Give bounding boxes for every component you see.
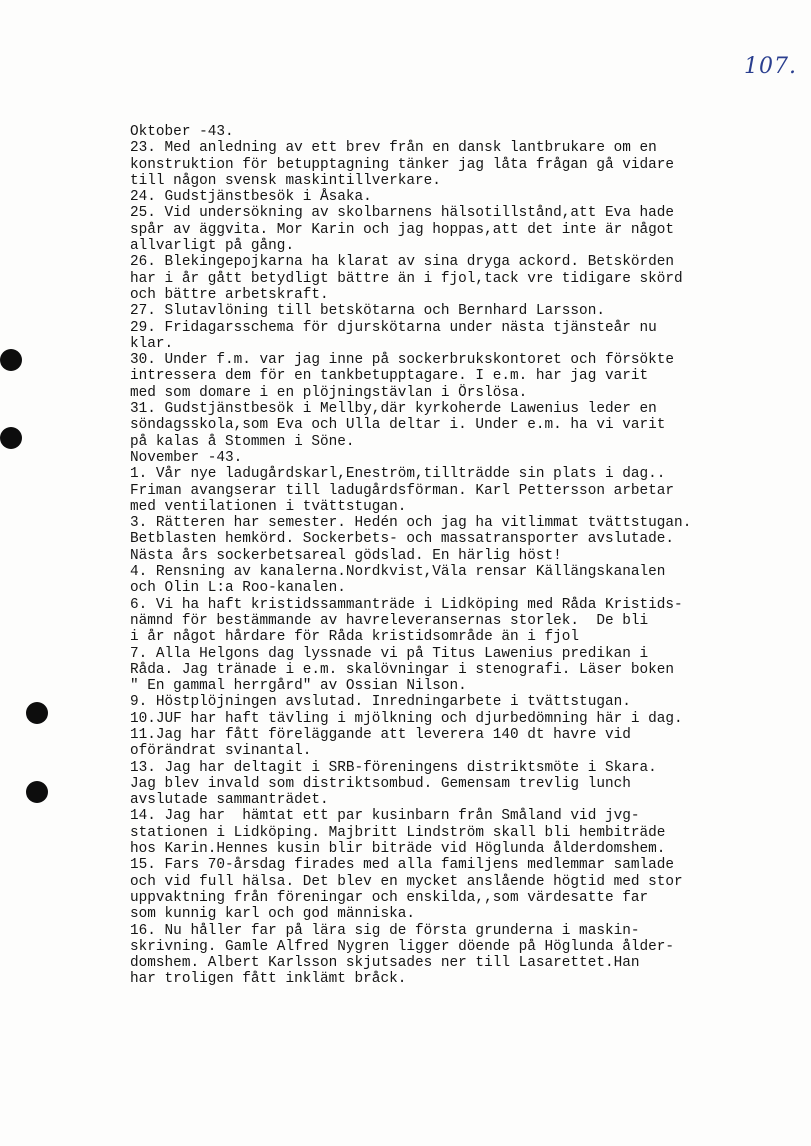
text-line: i år något hårdare för Råda kristidsområde än i fjol [130, 629, 580, 646]
punch-hole-2 [0, 427, 22, 449]
text-line: 24. Gudstjänstbesök i Åsaka. [130, 189, 372, 206]
text-line: 25. Vid undersökning av skolbarnens hälsotillstånd,att Eva hade [130, 205, 675, 222]
text-line: Oktober -43. [130, 124, 234, 140]
text-line: oförändrat svinantal. [130, 743, 312, 760]
punch-hole-3 [26, 702, 48, 724]
text-line: 6. Vi ha haft kristidssammanträde i Lidköping med Råda Kristids- [130, 596, 683, 613]
text-line: Nästa års sockerbetsareal gödslad. En härlig höst! [130, 547, 562, 564]
typed-text-body [130, 124, 780, 988]
text-line: domshem. Albert Karlsson skjutsades ner till Lasarettet.Han [130, 955, 640, 972]
text-line: 26. Blekingepojkarna ha klarat av sina dryga ackord. Betskörden [130, 254, 675, 271]
text-line: stationen i Lidköping. Majbritt Lindström skall bli hembiträde [130, 824, 666, 841]
text-line: 31. Gudstjänstbesök i Mellby,där kyrkoherde Lawenius leder en [130, 401, 657, 418]
text-line: skrivning. Gamle Alfred Nygren ligger döende på Höglunda ålder- [130, 938, 675, 955]
text-line: 4. Rensning av kanalerna.Nordkvist,Väla rensar Källängskanalen [130, 564, 666, 581]
text-line: 7. Alla Helgons dag lyssnade vi på Titus Lawenius predikan i [130, 645, 649, 662]
text-line: Råda. Jag tränade i e.m. skalövningar i stenografi. Läser boken [130, 661, 675, 678]
text-line: på kalas å Stommen i Söne. [130, 433, 355, 450]
text-line: till någon svensk maskintillverkare. [130, 172, 441, 189]
text-line: 29. Fridagarsschema för djurskötarna under nästa tjänsteår nu [130, 319, 657, 336]
text-line: och vid full hälsa. Det blev en mycket anslående högtid med stor [130, 873, 683, 890]
text-line: 1. Vår nye ladugårdskarl,Eneström,tillträdde sin plats i dag.. [130, 466, 666, 483]
text-line: har i år gått betydligt bättre än i fjol,tack vre tidigare skörd [130, 270, 683, 287]
text-line: 14. Jag har hämtat ett par kusinbarn från Småland vid jvg- [130, 808, 640, 825]
text-line: 15. Fars 70-årsdag firades med alla familjens medlemmar samlade [130, 857, 675, 874]
text-line: som kunnig karl och god människa. [130, 906, 415, 923]
text-line: nämnd för bestämmande av havreleveransernas storlek. De bli [130, 612, 649, 629]
text-line: 11.Jag har fått föreläggande att leverera 140 dt havre vid [130, 726, 631, 743]
text-line: 9. Höstplöjningen avslutad. Inredningarbete i tvättstugan. [130, 694, 631, 711]
text-line: 27. Slutavlöning till betskötarna och Bernhard Larsson. [130, 303, 605, 320]
text-line: konstruktion för betupptagning tänker jag låta frågan gå vidare [130, 156, 675, 173]
text-line: allvarligt på gång. [130, 238, 295, 255]
text-line: 3. Rätteren har semester. Hedén och jag ha vitlimmat tvättstugan. [130, 515, 692, 532]
text-line: Betblasten hemkörd. Sockerbets- och massatransporter avslutade. [130, 531, 675, 548]
text-line: med som domare i en plöjningstävlan i Örslösa. [130, 384, 528, 401]
punch-hole-1 [0, 349, 22, 371]
text-line: avslutade sammanträdet. [130, 792, 329, 809]
text-line: och bättre arbetskraft. [130, 286, 329, 303]
text-line: intressera dem för en tankbetupptagare. I e.m. har jag varit [130, 368, 649, 385]
text-line: Friman avangserar till ladugårdsförman. Karl Pettersson arbetar [130, 482, 675, 499]
text-line: med ventilationen i tvättstugan. [130, 498, 407, 515]
text-line: hos Karin.Hennes kusin blir biträde vid Höglunda ålderdomshem. [130, 841, 666, 858]
text-line: spår av äggvita. Mor Karin och jag hoppas,att det inte är något [130, 221, 675, 238]
text-line: 30. Under f.m. var jag inne på sockerbrukskontoret och försökte [130, 352, 675, 369]
text-line: Jag blev invald som distriktsombud. Gemensam trevlig lunch [130, 775, 631, 792]
text-line: klar. [130, 335, 174, 352]
punch-hole-4 [26, 781, 48, 803]
text-line: November -43. [130, 449, 243, 466]
text-line: 23. Med anledning av ett brev från en dansk lantbrukare om en [130, 140, 657, 157]
text-line: 13. Jag har deltagit i SRB-föreningens distriktsmöte i Skara. [130, 759, 657, 776]
page-number: 107. [744, 54, 797, 79]
text-line: " En gammal herrgård" av Ossian Nilson. [130, 678, 467, 695]
text-line: söndagsskola,som Eva och Ulla deltar i. Under e.m. ha vi varit [130, 417, 666, 434]
text-line: 16. Nu håller far på lära sig de första grunderna i maskin- [130, 922, 640, 939]
text-line: och Olin L:a Roo-kanalen. [130, 580, 346, 597]
text-line: har troligen fått inklämt bråck. [130, 971, 407, 988]
text-line: uppvaktning från föreningar och enskilda,,som värdesatte far [130, 889, 649, 906]
text-line: 10.JUF har haft tävling i mjölkning och djurbedömning här i dag. [130, 710, 683, 727]
